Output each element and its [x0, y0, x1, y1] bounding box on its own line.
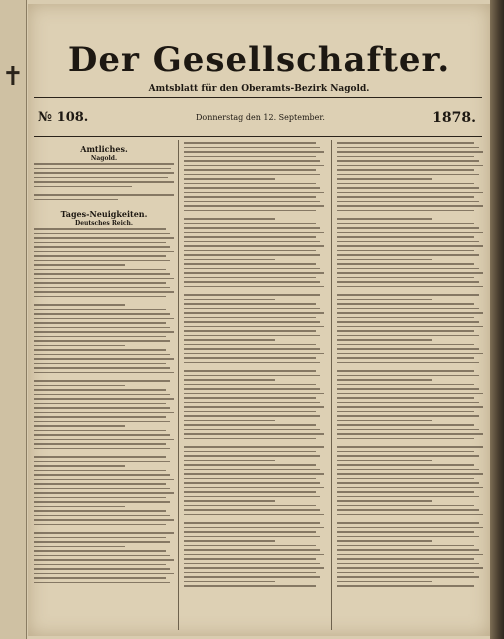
text-line	[184, 460, 275, 462]
text-line	[337, 277, 474, 279]
text-line	[184, 388, 320, 390]
text-line	[184, 165, 324, 167]
text-line	[184, 223, 316, 225]
text-line	[337, 531, 474, 533]
text-line	[184, 424, 316, 426]
text-line	[184, 433, 324, 435]
text-line	[337, 205, 483, 207]
text-line	[337, 187, 479, 189]
section-heading-amtliches: Amtliches.	[80, 144, 128, 154]
text-line	[34, 313, 170, 315]
text-line	[34, 278, 174, 280]
column-1-text	[34, 228, 174, 583]
text-line	[34, 456, 166, 458]
text-line	[184, 397, 316, 399]
text-line	[34, 501, 170, 503]
text-line	[337, 455, 479, 457]
text-line	[34, 367, 170, 369]
text-line	[337, 236, 474, 238]
text-line	[34, 309, 166, 311]
text-line	[337, 496, 479, 498]
column-1	[34, 142, 174, 586]
text-line	[337, 509, 479, 511]
text-line	[337, 183, 474, 185]
text-line	[34, 389, 166, 391]
text-line	[337, 263, 474, 265]
text-line	[184, 558, 316, 560]
text-line	[184, 254, 320, 256]
text-line	[337, 522, 479, 524]
issue-number: № 108.	[38, 110, 89, 125]
text-line	[184, 335, 320, 337]
text-line	[337, 192, 483, 194]
text-line	[34, 394, 170, 396]
text-line	[184, 420, 275, 422]
text-line	[34, 403, 166, 405]
text-line	[184, 446, 324, 448]
text-line	[337, 165, 483, 167]
text-line	[34, 439, 174, 441]
masthead-subtitle: Amtsblatt für den Oberamts-Bezirk Nagold.	[148, 84, 370, 94]
text-line	[337, 375, 479, 377]
text-line	[337, 348, 479, 350]
text-line	[34, 510, 166, 512]
text-line	[184, 572, 316, 574]
text-line	[34, 448, 170, 450]
column-2	[184, 142, 324, 590]
text-line	[34, 492, 174, 494]
text-line	[34, 255, 166, 257]
text-line	[337, 321, 479, 323]
text-line	[337, 487, 483, 489]
text-line	[34, 537, 166, 539]
text-line	[184, 451, 316, 453]
text-line	[337, 563, 479, 565]
text-line	[184, 308, 320, 310]
text-line	[337, 451, 474, 453]
text-line	[184, 514, 324, 516]
text-line	[337, 379, 432, 381]
text-line	[184, 411, 316, 413]
text-line	[34, 506, 125, 508]
section-subheading-deutsches-reich: Deutsches Reich.	[74, 220, 134, 227]
text-line	[34, 425, 125, 427]
text-line	[337, 464, 474, 466]
text-line	[337, 500, 432, 502]
text-line	[337, 420, 432, 422]
text-line	[337, 540, 432, 542]
book-binding	[490, 0, 504, 639]
text-line	[337, 156, 474, 158]
text-line	[34, 488, 170, 490]
text-line	[337, 362, 479, 364]
column-3-text	[337, 142, 483, 587]
text-line	[337, 411, 474, 413]
issue-year: 1878.	[432, 110, 476, 126]
text-line	[34, 349, 166, 351]
text-line	[184, 250, 316, 252]
text-line	[184, 554, 324, 556]
text-line	[337, 567, 483, 569]
text-line	[34, 291, 174, 293]
text-line	[184, 236, 316, 238]
text-line	[34, 304, 125, 306]
text-line	[34, 461, 170, 463]
text-line	[184, 205, 324, 207]
text-line	[34, 242, 166, 244]
text-line	[34, 246, 170, 248]
text-line	[337, 326, 483, 328]
text-line	[184, 522, 320, 524]
text-line	[184, 169, 316, 171]
text-line	[34, 474, 170, 476]
text-line	[34, 340, 170, 342]
text-line	[337, 460, 432, 462]
text-line	[184, 210, 316, 212]
section-heading-tages-neuigkeiten: Tages-Neuigkeiten.	[60, 209, 148, 219]
text-line	[337, 335, 479, 337]
text-line	[337, 286, 483, 288]
text-line	[337, 393, 483, 395]
text-line	[184, 527, 324, 529]
text-line	[34, 555, 170, 557]
text-line	[337, 308, 479, 310]
text-line	[184, 478, 316, 480]
text-line	[34, 260, 170, 262]
text-line	[184, 496, 320, 498]
text-line	[184, 147, 320, 149]
text-line	[184, 339, 275, 341]
text-line	[337, 294, 479, 296]
text-line	[337, 210, 474, 212]
text-line	[337, 505, 474, 507]
text-line	[337, 142, 474, 144]
text-line	[184, 536, 320, 538]
text-line	[337, 232, 483, 234]
text-line	[34, 470, 166, 472]
text-line	[337, 491, 474, 493]
text-line	[34, 398, 174, 400]
text-line	[184, 581, 275, 583]
text-line	[34, 559, 174, 561]
text-line	[34, 479, 174, 481]
text-line	[184, 201, 320, 203]
text-line	[34, 412, 174, 414]
text-line	[184, 415, 320, 417]
text-line	[337, 473, 483, 475]
text-line	[184, 142, 316, 144]
text-line	[184, 317, 316, 319]
text-line	[34, 282, 166, 284]
text-line	[337, 272, 483, 274]
text-line	[184, 263, 316, 265]
text-line	[184, 227, 320, 229]
text-line	[34, 354, 170, 356]
text-line	[337, 169, 474, 171]
text-line	[337, 268, 479, 270]
text-line	[337, 415, 479, 417]
text-line	[184, 245, 324, 247]
text-line	[184, 299, 275, 301]
text-line	[34, 465, 125, 467]
text-line	[184, 505, 316, 507]
text-line	[184, 379, 275, 381]
text-line	[184, 187, 320, 189]
text-line	[184, 531, 316, 533]
text-line	[184, 160, 320, 162]
text-line	[337, 196, 474, 198]
text-line	[34, 287, 170, 289]
text-line	[184, 151, 324, 153]
text-line	[34, 380, 170, 382]
text-line	[337, 514, 483, 516]
text-line	[337, 330, 474, 332]
text-line	[184, 429, 320, 431]
text-line	[337, 250, 474, 252]
issue-info-bar	[34, 97, 482, 137]
text-line	[34, 434, 170, 436]
text-line	[34, 336, 166, 338]
text-line	[184, 178, 275, 180]
text-line	[184, 487, 324, 489]
text-line	[337, 370, 474, 372]
text-line	[337, 536, 479, 538]
text-line	[337, 478, 474, 480]
text-line	[337, 241, 479, 243]
text-line	[337, 259, 432, 261]
text-line	[184, 330, 316, 332]
text-line	[337, 585, 474, 587]
text-line	[184, 183, 316, 185]
text-line	[34, 358, 174, 360]
text-line	[337, 223, 474, 225]
text-line	[337, 576, 479, 578]
text-line	[184, 259, 275, 261]
text-line	[337, 254, 479, 256]
text-line	[337, 312, 483, 314]
text-line	[34, 233, 170, 235]
text-line	[184, 545, 316, 547]
text-line	[34, 296, 166, 298]
text-line	[34, 421, 170, 423]
text-line	[34, 372, 174, 374]
text-line	[184, 576, 320, 578]
text-line	[184, 509, 320, 511]
text-line	[184, 384, 316, 386]
cross-ornament-icon: ✝	[2, 62, 24, 92]
issue-date: Donnerstag den 12. September.	[196, 113, 325, 122]
text-line	[337, 245, 483, 247]
text-line	[337, 572, 474, 574]
text-line	[337, 303, 474, 305]
text-line	[337, 446, 483, 448]
text-line	[337, 527, 483, 529]
text-line	[337, 558, 474, 560]
text-line	[34, 582, 170, 584]
text-line	[337, 554, 483, 556]
text-line	[184, 393, 324, 395]
column-divider	[331, 140, 332, 630]
text-line	[34, 327, 170, 329]
text-line	[184, 585, 316, 587]
text-line	[184, 370, 316, 372]
text-line	[34, 497, 166, 499]
text-line	[34, 385, 125, 387]
text-line	[184, 156, 316, 158]
text-line	[337, 178, 432, 180]
text-line	[184, 326, 324, 328]
text-line	[337, 545, 474, 547]
text-line	[184, 196, 316, 198]
text-line	[337, 218, 432, 220]
text-line	[337, 160, 479, 162]
text-line	[34, 524, 166, 526]
text-line	[34, 269, 166, 271]
text-line	[34, 251, 174, 253]
text-line	[184, 455, 320, 457]
text-line	[34, 532, 174, 534]
text-line	[34, 546, 125, 548]
text-line	[184, 344, 316, 346]
text-line	[337, 227, 479, 229]
text-line	[34, 443, 166, 445]
text-line	[337, 388, 479, 390]
text-line	[337, 353, 483, 355]
text-line	[337, 281, 479, 283]
text-line	[184, 500, 275, 502]
text-line	[184, 406, 324, 408]
text-line	[34, 515, 170, 517]
text-line	[34, 318, 174, 320]
text-line	[34, 331, 174, 333]
text-line	[337, 438, 474, 440]
text-line	[34, 363, 166, 365]
column-3	[337, 142, 483, 590]
text-line	[184, 286, 324, 288]
text-line	[184, 268, 320, 270]
text-line	[34, 273, 170, 275]
text-line	[337, 406, 483, 408]
section-subheading-nagold: Nagold.	[90, 155, 118, 162]
text-line	[337, 482, 479, 484]
text-line	[184, 469, 320, 471]
text-line	[184, 321, 320, 323]
text-line	[337, 201, 479, 203]
text-line	[184, 353, 324, 355]
text-line	[184, 218, 275, 220]
text-line	[337, 174, 479, 176]
text-line	[184, 491, 316, 493]
text-line	[184, 563, 320, 565]
text-line	[34, 322, 166, 324]
text-line	[34, 564, 166, 566]
text-line	[184, 281, 320, 283]
previous-page-edge	[0, 0, 27, 639]
text-line	[184, 303, 316, 305]
column-divider	[178, 140, 179, 630]
text-line	[184, 174, 320, 176]
text-line	[337, 549, 479, 551]
text-line	[184, 294, 320, 296]
text-line	[34, 237, 174, 239]
text-line	[184, 567, 324, 569]
text-line	[184, 192, 324, 194]
text-line	[34, 407, 170, 409]
text-line	[34, 519, 174, 521]
text-line	[184, 272, 324, 274]
text-line	[34, 483, 166, 485]
text-line	[337, 357, 474, 359]
text-line	[184, 348, 320, 350]
text-line	[34, 264, 125, 266]
text-line	[34, 577, 166, 579]
masthead-title: Der Gesellschafter.	[67, 40, 451, 80]
text-line	[184, 312, 324, 314]
text-line	[337, 433, 483, 435]
text-line	[337, 469, 479, 471]
text-line	[337, 581, 432, 583]
text-line	[337, 147, 479, 149]
text-line	[184, 277, 316, 279]
text-line	[337, 424, 474, 426]
text-line	[184, 362, 320, 364]
text-line	[184, 482, 320, 484]
text-line	[34, 416, 166, 418]
text-line	[184, 357, 316, 359]
text-line	[337, 397, 474, 399]
text-line	[184, 375, 320, 377]
text-line	[34, 345, 125, 347]
text-line	[184, 540, 275, 542]
text-line	[184, 549, 320, 551]
text-line	[184, 402, 320, 404]
text-line	[337, 151, 483, 153]
text-line	[337, 299, 432, 301]
text-line	[34, 550, 166, 552]
newspaper-page	[28, 4, 490, 636]
text-line	[34, 573, 174, 575]
text-line	[337, 317, 474, 319]
text-line	[337, 429, 479, 431]
text-line	[337, 402, 479, 404]
text-line	[184, 241, 320, 243]
text-line	[34, 568, 170, 570]
column-2-text	[184, 142, 324, 587]
text-line	[337, 339, 432, 341]
text-line	[337, 384, 474, 386]
text-line	[34, 541, 170, 543]
text-line	[34, 228, 166, 230]
text-line	[184, 473, 324, 475]
text-line	[184, 438, 316, 440]
text-line	[184, 464, 316, 466]
text-line	[184, 232, 324, 234]
text-line	[337, 344, 474, 346]
text-line	[34, 430, 166, 432]
